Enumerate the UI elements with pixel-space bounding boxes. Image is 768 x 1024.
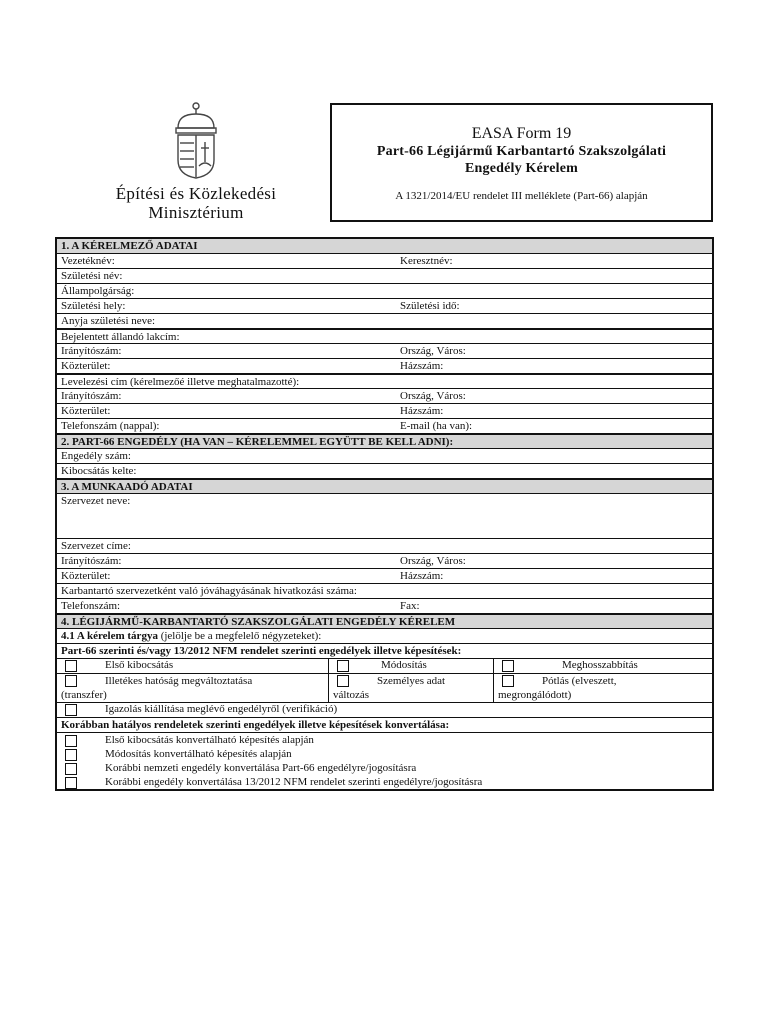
option-modify-label: Módosítás [381,659,427,671]
section-4-title: 4. LÉGIJÁRMŰ-KARBANTARTÓ SZAKSZOLGÁLATI ENGEDÉLY KÉRELEM [61,616,456,628]
option-personal-label-2: változás [333,689,370,701]
section1-row[interactable] [57,389,712,404]
section-3-title: 3. A MUNKAADÓ ADATAI [61,481,193,493]
section3-label: Irányítószám: [61,555,122,567]
section1-label-right: Születési idő: [400,300,460,312]
ministry-name [96,184,296,222]
section1-label-right: Keresztnév: [400,255,453,267]
conversion-option-4-label: Korábbi engedély konvertálása 13/2012 NFM rendelet szerinti engedélyre/jogosításra [105,776,483,788]
form-title-line-2: Engedély Kérelem [465,161,578,176]
form-title-line-1: Part-66 Légijármű Karbantartó Szakszolgálati [376,144,667,159]
part66-heading: Part-66 szerinti és/vagy 13/2012 NFM rendelet szerinti engedélyek illetve képesítések: [61,645,462,657]
section1-label: Irányítószám: [61,390,122,402]
checkbox[interactable] [337,675,349,687]
option-replacement[interactable] [494,674,712,702]
section1-row[interactable] [57,284,712,299]
options-row-1 [57,659,712,674]
part66-heading-row [57,644,712,659]
section-1-header [57,239,712,254]
section3-row[interactable] [57,599,712,614]
section-3-header [57,479,712,494]
checkbox[interactable] [65,675,77,687]
section1-label: Irányítószám: [61,345,122,357]
section3-row[interactable] [57,554,712,569]
section1-label: Bejelentett állandó lakcím: [61,331,180,343]
section3-row[interactable] [57,569,712,584]
section-2-title: 2. PART-66 ENGEDÉLY (HA VAN – KÉRELEMMEL EGYÜTT BE KELL ADNI): [61,436,454,448]
section1-label: Vezetéknév: [61,255,115,267]
option-replacement-label-1: Pótlás (elveszett, [542,675,617,687]
conversion-option-1-label: Első kibocsátás konvertálható képesítés alapján [105,734,314,746]
option-replacement-label-2: megrongálódott) [498,689,572,701]
section3-label: Szervezet címe: [61,540,131,552]
checkbox[interactable] [502,675,514,687]
option-first-issue-label: Első kibocsátás [105,659,174,671]
conversion-option-4[interactable] [57,775,712,789]
section1-row[interactable] [57,269,712,284]
issue-date-row[interactable] [57,464,712,479]
ministry-line-1: Építési és Közlekedési [115,184,277,203]
option-extend[interactable] [494,659,712,673]
section3-row[interactable] [57,584,712,599]
ministry-logo [96,100,296,225]
checkbox[interactable] [65,735,77,747]
section1-label: Anyja születési neve: [61,315,156,327]
section-4-header [57,614,712,629]
section1-row[interactable] [57,374,712,389]
section1-row[interactable] [57,359,712,374]
issue-date-label: Kibocsátás kelte: [61,465,137,477]
checkbox[interactable] [65,749,77,761]
conversion-option-1[interactable] [57,733,712,747]
conversion-heading-row [57,718,712,733]
section1-label: Születési név: [61,270,123,282]
form-subtitle: A 1321/2014/EU rendelet III melléklete (Part-66) alapján [395,190,648,202]
section1-row[interactable] [57,314,712,329]
ministry-line-2: Minisztérium [148,203,244,222]
section1-label: Születési hely: [61,300,126,312]
request-subject-row [57,629,712,644]
section1-label: Telefonszám (nappal): [61,420,160,432]
application-form [55,237,714,791]
section1-label-right: Ország, Város: [400,345,466,357]
section3-row[interactable] [57,539,712,554]
form-title-box [330,103,713,222]
section1-label: Közterület: [61,405,111,417]
option-first-issue[interactable] [57,659,329,673]
license-number-row[interactable] [57,449,712,464]
section1-label-right: Házszám: [400,360,444,372]
option-transfer-label-1: Illetékes hatóság megváltoztatása [105,675,253,687]
form-title: EASA Form 19 [471,125,572,142]
option-transfer-label-2: (transzfer) [61,689,107,701]
option-personal-data[interactable] [329,674,494,702]
section1-label-right: Házszám: [400,405,444,417]
section1-label: Állampolgárság: [61,285,135,297]
section3-label-right: Fax: [400,600,420,612]
option-personal-label-1: Személyes adat [377,675,446,687]
section1-label: Levelezési cím (kérelmezőé illetve meghatalmazotté): [61,376,300,388]
request-subject-bold: 4.1 A kérelem tárgya [61,630,158,642]
section1-label-right: E-mail (ha van): [400,420,473,432]
section-2-header [57,434,712,449]
section1-label-right: Ország, Város: [400,390,466,402]
section3-label-right: Ország, Város: [400,555,466,567]
coat-of-arms-icon [166,100,226,180]
conversion-heading: Korábban hatályos rendeletek szerinti engedélyek illetve képesítések konvertálása: [61,719,450,731]
section3-label: Közterület: [61,570,111,582]
checkbox[interactable] [65,704,77,716]
option-modify[interactable] [329,659,494,673]
section1-row[interactable] [57,329,712,344]
section3-label: Karbantartó szervezetként való jóváhagyásának hivatkozási száma: [61,585,357,597]
section3-label: Telefonszám: [61,600,121,612]
option-transfer[interactable] [57,674,329,702]
section1-row[interactable] [57,254,712,269]
conversion-option-2[interactable] [57,747,712,761]
checkbox[interactable] [65,763,77,775]
checkbox[interactable] [65,660,77,672]
conversion-option-3[interactable] [57,761,712,775]
section3-label-right: Házszám: [400,570,444,582]
section1-row[interactable] [57,344,712,359]
options-row-2 [57,674,712,703]
section1-row[interactable] [57,299,712,314]
option-verification-label: Igazolás kiállítása meglévő engedélyről (verifikáció) [105,703,338,715]
license-number-label: Engedély szám: [61,450,131,462]
conversion-option-3-label: Korábbi nemzeti engedély konvertálása Part-66 engedélyre/jogosításra [105,762,417,774]
section1-row[interactable] [57,419,712,434]
option-extend-label: Meghosszabbítás [562,659,638,671]
request-subject-label [61,629,321,643]
section1-row[interactable] [57,404,712,419]
checkbox[interactable] [65,777,77,789]
conversion-options [57,733,712,791]
checkbox[interactable] [502,660,514,672]
section1-label: Közterület: [61,360,111,372]
org-name-label: Szervezet neve: [61,495,131,507]
checkbox[interactable] [337,660,349,672]
request-subject-note: (jelölje be a megfelelő négyzeteket): [157,630,322,642]
section-1-title: 1. A KÉRELMEZŐ ADATAI [61,240,198,252]
option-verification[interactable] [57,703,712,718]
conversion-option-2-label: Módosítás konvertálható képesítés alapján [105,748,292,760]
org-name-row[interactable] [57,494,712,539]
